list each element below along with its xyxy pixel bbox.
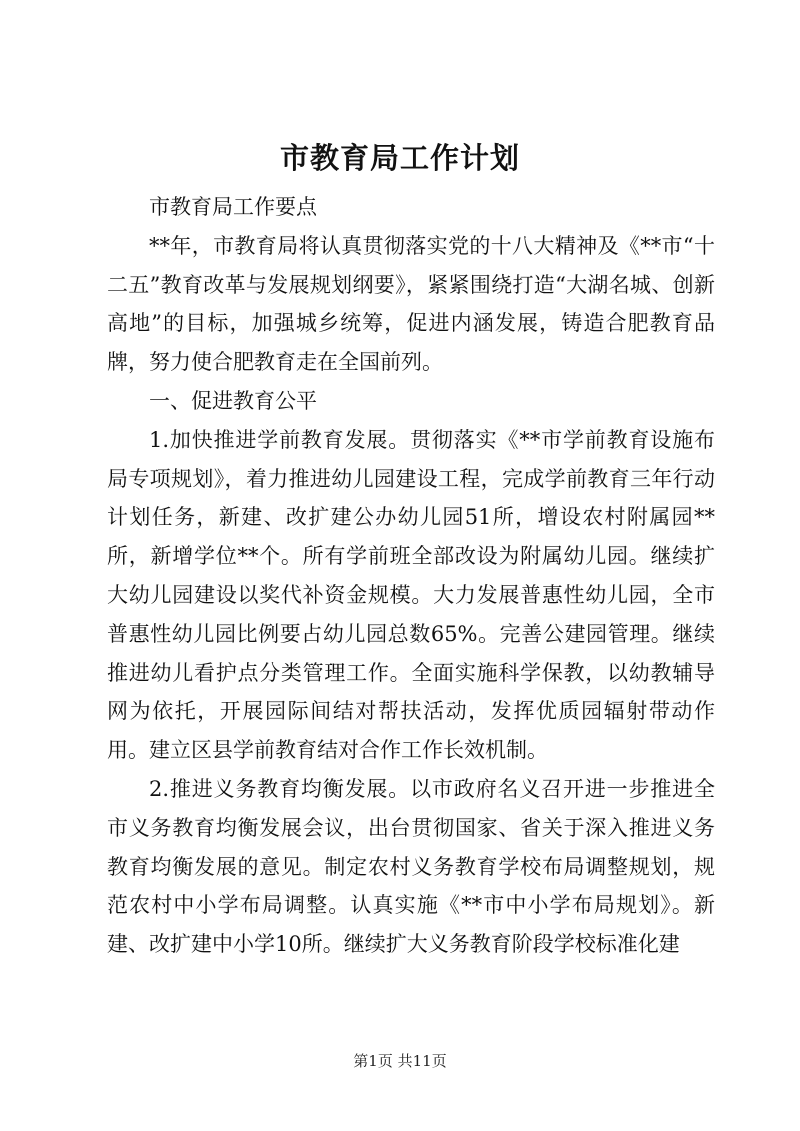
paragraph-section-heading: 一、促进教育公平 (149, 388, 317, 413)
paragraph-preschool: 1.加快推进学前教育发展。贯彻落实《**市学前教育设施布局专项规划》，着力推进幼儿园建设工程，完成学前教育三年行动计划任务，新建、改扩建公办幼儿园51所，增设农村附属园**所，新增学位**个。所有学前班全部改设为附属幼儿园。继续扩大幼儿园建设以奖代补资金规模。大力发展普惠性幼儿园，全市普惠性幼儿园比例要占幼儿园总数65%。完善公建园管理。继续推进幼儿看护点分类管理工作。全面实施科学保教，以幼教辅导网为依托，开展园际间结对帮扶活动，发挥优质园辐射带动作用。建立区县学前教育结对合作工作长效机制。 (107, 427, 715, 763)
page-footer: 第1页 共11页 (353, 1052, 447, 1070)
paragraph-intro: **年，市教育局将认真贯彻落实党的十八大精神及《**市“十二五”教育改革与发展规划纲要》，紧紧围绕打造“大湖名城、创新高地”的目标，加强城乡统筹，促进内涵发展，铸造合肥教育品牌，努力使合肥教育走在全国前列。 (107, 233, 715, 375)
paragraph-heading-work-points: 市教育局工作要点 (149, 195, 317, 219)
document-title: 市教育局工作计划 (279, 141, 520, 175)
document-body (107, 188, 715, 964)
paragraph-compulsory-education: 2.推进义务教育均衡发展。以市政府名义召开进一步推进全市义务教育均衡发展会议，出台贯彻国家、省关于深入推进义务教育均衡发展的意见。制定农村义务教育学校布局调整规划，规范农村中小学布局调整。认真实施《**市中小学布局规划》。新建、改扩建中小学10所。继续扩大义务教育阶段学校标准化建 (107, 776, 715, 957)
